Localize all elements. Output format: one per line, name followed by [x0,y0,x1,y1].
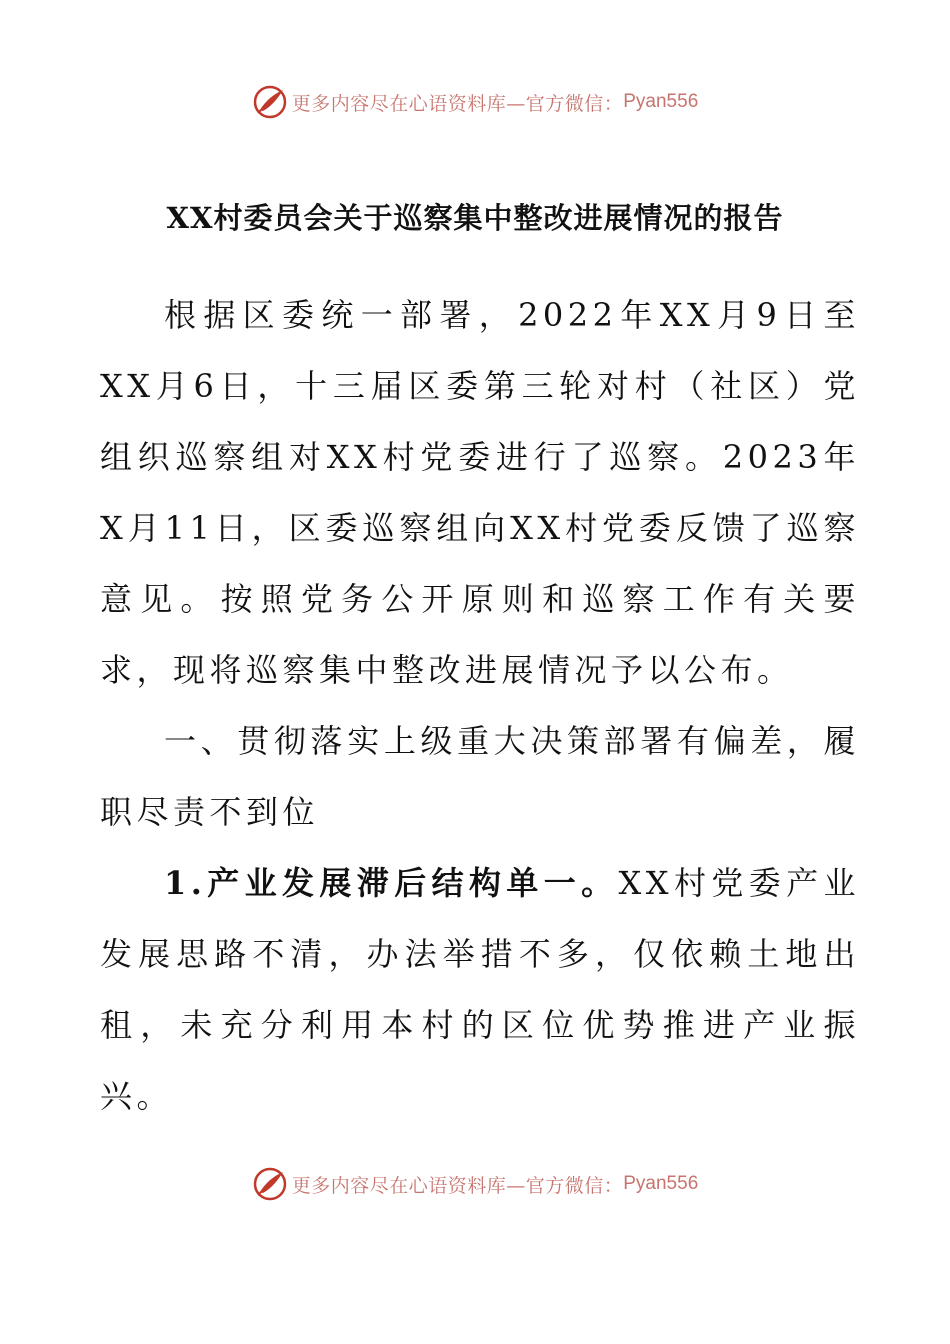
paragraph [100,280,860,706]
quill-logo-icon [252,1166,288,1202]
header-watermark [0,82,950,122]
paragraph-text: XX村党委产业发展思路不清，办法举措不多，仅依赖土地出租，未充分利用本村的区位优势推进产业振兴。 [100,864,860,1115]
document-title: XX村委员会关于巡察集中整改进展情况的报告 [166,201,784,235]
document-body [100,280,860,1132]
paragraph [100,848,860,1132]
quill-logo-icon [252,84,288,120]
watermark-handle: Pyan556 [623,1173,699,1194]
paragraph-lead: 1.产业发展滞后结构单一。 [164,864,619,902]
section-heading [100,706,860,848]
watermark-text: 更多内容尽在心语资料库—官方微信： [291,1174,624,1197]
paragraph-text: 根据区委统一部署，2022年XX月9日至XX月6日，十三届区委第三轮对村（社区）党组织巡察组对XX村党委进行了巡察。2023年X月11日，区委巡察组向XX村党委反馈了巡察意见。按照党务公开原则和巡察工作有关要求，现将巡察集中整改进展情况予以公布。 [100,296,860,689]
footer-watermark [0,1164,950,1204]
section-heading-text: 一、贯彻落实上级重大决策部署有偏差，履职尽责不到位 [100,722,860,831]
watermark-handle: Pyan556 [623,91,699,112]
watermark-text: 更多内容尽在心语资料库—官方微信： [291,92,624,115]
